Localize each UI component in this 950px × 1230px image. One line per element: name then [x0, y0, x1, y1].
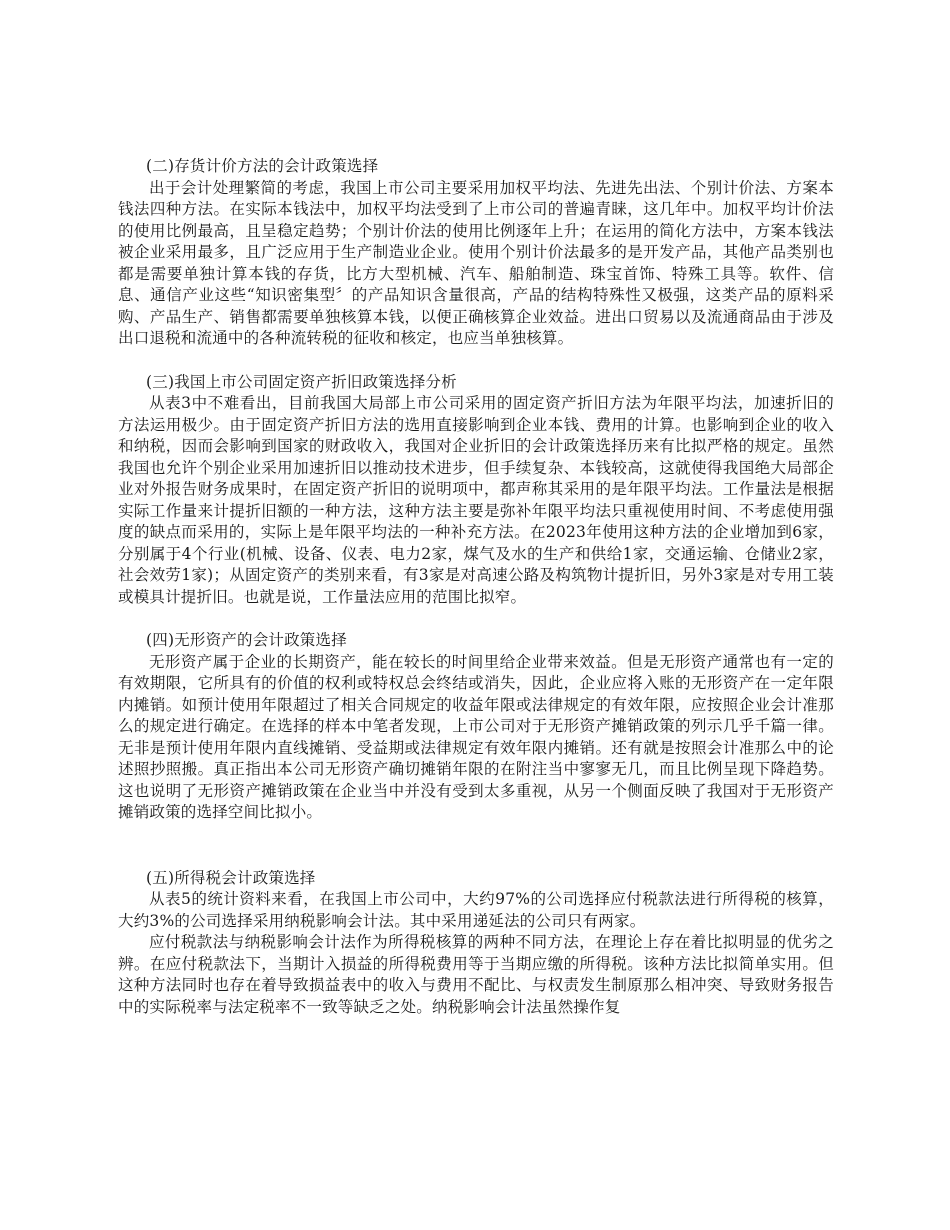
paragraph: 出于会计处理繁简的考虑，我国上市公司主要采用加权平均法、先进先出法、个别计价法、方案本钱法四种方法。在实际本钱法中，加权平均法受到了上市公司的普遍青睐，这几年中。加权平均计价法的使用比例最高，且呈稳定趋势；个别计价法的使用比例逐年上升；在运用的简化方法中，方案本钱法被企业采用最多，且广泛应用于生产制造业企业。使用个别计价法最多的是开发产品，其他产品类别也都是需要单独计算本钱的存货，比方大型机械、汽车、船舶制造、珠宝首饰、特殊工具等。软件、信息、通信产业这些“知识密集型〞的产品知识含量很高，产品的结构特殊性又极强，这类产品的原料采购、产品生产、销售都需要单独核算本钱，以便正确核算企业效益。进出口贸易以及流通商品由于涉及出口退税和流通中的各种流转税的征收和核定，也应当单独核算。	[118, 178, 834, 347]
section-inventory-valuation	[118, 156, 834, 350]
section-heading: (五)所得税会计政策选择	[146, 868, 316, 887]
document-page	[118, 156, 834, 1018]
section-heading: (四)无形资产的会计政策选择	[146, 631, 347, 649]
section-heading: (二)存货计价方法的会计政策选择	[146, 157, 379, 175]
paragraph: 从表5的统计资料来看，在我国上市公司中，大约97%的公司选择应付税款法进行所得税的核算，大约3%的公司选择采用纳税影响会计法。其中采用递延法的公司只有两家。	[118, 890, 834, 930]
paragraph: 应付税款法与纳税影响会计法作为所得税核算的两种不同方法，在理论上存在着比拟明显的优劣之辨。在应付税款法下，当期计入损益的所得税费用等于当期应缴的所得税。该种方法比拟简单实用。但这种方法同时也存在着导致损益表中的收入与费用不配比、与权责发生制原那么相冲突、导致财务报告中的实际税率与法定税率不一致等缺乏之处。纳税影响会计法虽然操作复	[118, 933, 834, 1016]
section-depreciation-policy	[118, 372, 834, 609]
paragraph: 从表3中不难看出，目前我国大局部上市公司采用的固定资产折旧方法为年限平均法，加速折旧的方法运用极少。由于固定资产折旧方法的选用直接影响到企业本钱、费用的计算。也影响到企业的收入和纳税，因而会影响到国家的财政收入，我国对企业折旧的会计政策选择历来有比拟严格的规定。虽然我国也允许个别企业采用加速折旧以推动技术进步，但手续复杂、本钱较高，这就使得我国绝大局部企业对外报告财务成果时，在固定资产折旧的说明项中，都声称其采用的是年限平均法。工作量法是根据实际工作量来计提折旧额的一种方法，这种方法主要是弥补年限平均法只重视使用时间、不考虑使用强度的缺点而采用的，实际上是年限平均法的一种补充方法。在2023年使用这种方法的企业增加到6家，分别属于4个行业(机械、设备、仪表、电力2家，煤气及水的生产和供给1家，交通运输、仓储业2家，社会效劳1家)；从固定资产的类别来看，有3家是对高速公路及构筑物计提折旧，另外3家是对专用工装或模具计提折旧。也就是说，工作量法应用的范围比拟窄。	[118, 394, 834, 606]
section-income-tax	[118, 868, 834, 1019]
section-intangible-assets	[118, 630, 834, 824]
section-heading: (三)我国上市公司固定资产折旧政策选择分析	[146, 372, 457, 391]
paragraph: 无形资产属于企业的长期资产，能在较长的时间里给企业带来效益。但是无形资产通常也有一定的有效期限，它所具有的价值的权利或特权总会终结或消失，因此，企业应将入账的无形资产在一定年限内摊销。如预计使用年限超过了相关合同规定的收益年限或法律规定的有效年限，应按照企业会计准那么的规定进行确定。在选择的样本中笔者发现，上市公司对于无形资产摊销政策的列示几乎千篇一律。无非是预计使用年限内直线摊销、受益期或法律规定有效年限内摊销。还有就是按照会计准那么中的论述照抄照搬。真正指出本公司无形资产确切摊销年限的在附注当中寥寥无几，而且比例呈现下降趋势。这也说明了无形资产摊销政策在企业当中并没有受到太多重视，从另一个侧面反映了我国对于无形资产摊销政策的选择空间比拟小。	[118, 652, 834, 821]
